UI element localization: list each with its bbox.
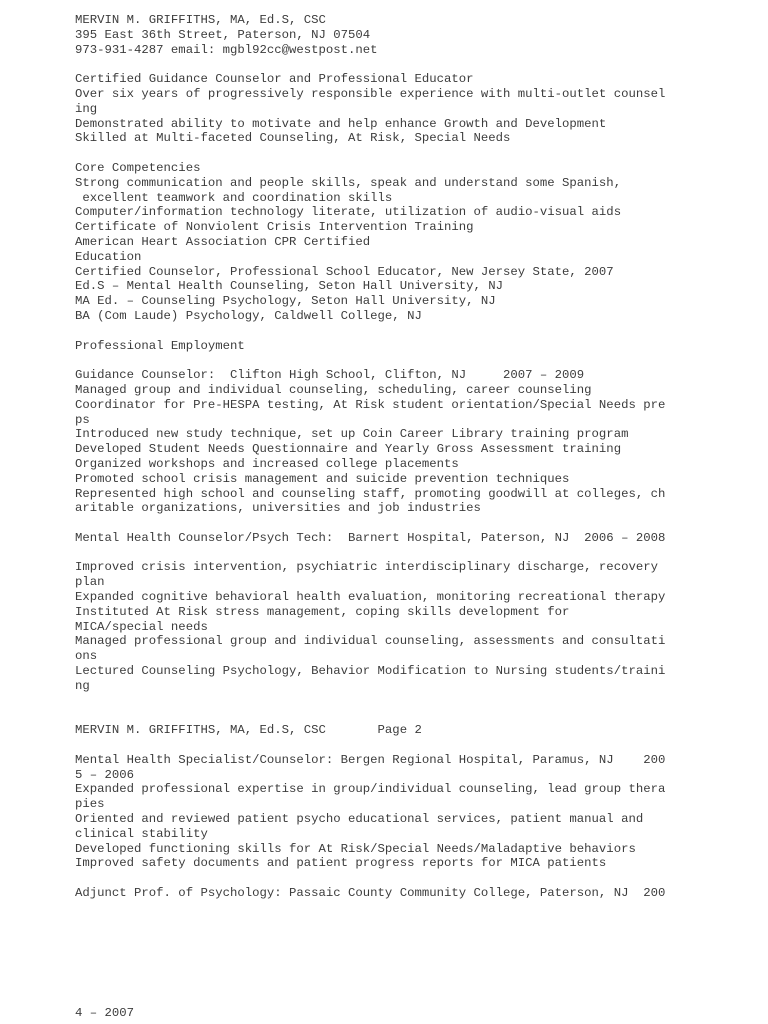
job-detail: Represented high school and counseling staff, promoting goodwill at colleges, ch <box>75 486 666 501</box>
job-detail: Improved safety documents and patient progress reports for MICA patients <box>75 856 607 871</box>
education-item: Certified Counselor, Professional School Educator, New Jersey State, 2007 <box>75 264 614 279</box>
job-detail: Managed professional group and individual counseling, assessments and consultati <box>75 634 666 649</box>
education-item: BA (Com Laude) Psychology, Caldwell College, NJ <box>75 308 422 323</box>
competencies-heading: Core Competencies <box>75 160 201 175</box>
summary-line: Demonstrated ability to motivate and help enhance Growth and Development <box>75 116 607 131</box>
job-title: Adjunct Prof. of Psychology: Passaic County Community College, Paterson, NJ 200 <box>75 886 666 901</box>
spacer <box>75 353 765 368</box>
job-detail: ons <box>75 649 98 664</box>
job-detail: plan <box>75 575 105 590</box>
job-detail: clinical stability <box>75 826 208 841</box>
education-item: MA Ed. – Counseling Psychology, Seton Hall University, NJ <box>75 294 496 309</box>
spacer <box>75 546 765 561</box>
competency-item: Computer/information technology literate, utilization of audio-visual aids <box>75 205 622 220</box>
summary-line: Certified Guidance Counselor and Professional Educator <box>75 72 474 87</box>
spacer <box>75 516 765 531</box>
job-detail: aritable organizations, universities and job industries <box>75 501 481 516</box>
job-detail: Promoted school crisis management and suicide prevention techniques <box>75 471 570 486</box>
job-detail: MICA/special needs <box>75 619 208 634</box>
education-heading: Education <box>75 249 142 264</box>
job-date-continuation: 4 – 2007 <box>75 1006 135 1020</box>
job-detail: pies <box>75 797 105 812</box>
job-detail: Improved crisis intervention, psychiatric interdisciplinary discharge, recovery <box>75 560 658 575</box>
summary-line: ing <box>75 101 98 116</box>
spacer <box>75 324 765 339</box>
competency-item: Strong communication and people skills, speak and understand some Spanish, <box>75 175 622 190</box>
summary-line: Skilled at Multi-faceted Counseling, At Risk, Special Needs <box>75 131 511 146</box>
job-detail: Lectured Counseling Psychology, Behavior Modification to Nursing students/traini <box>75 664 666 679</box>
spacer <box>75 708 765 723</box>
competency-item: American Heart Association CPR Certified <box>75 234 371 249</box>
job-detail: ng <box>75 678 90 693</box>
education-item: Ed.S – Mental Health Counseling, Seton Hall University, NJ <box>75 279 504 294</box>
employment-heading: Professional Employment <box>75 338 245 353</box>
job-detail: Developed Student Needs Questionnaire and Yearly Gross Assessment training <box>75 442 622 457</box>
resume-name: MERVIN M. GRIFFITHS, MA, Ed.S, CSC <box>75 13 326 27</box>
job-detail: Expanded professional expertise in group/individual counseling, lead group thera <box>75 782 666 797</box>
job-detail: Introduced new study technique, set up Coin Career Library training program <box>75 427 629 442</box>
resume-document <box>75 13 765 901</box>
job-detail: Coordinator for Pre-HESPA testing, At Risk student orientation/Special Needs pre <box>75 397 666 412</box>
spacer <box>75 738 765 753</box>
resume-contact: 973-931-4287 email: mgbl92cc@westpost.net <box>75 42 378 57</box>
job-detail: Organized workshops and increased college placements <box>75 456 459 471</box>
resume-address: 395 East 36th Street, Paterson, NJ 07504 <box>75 27 371 42</box>
competency-item: excellent teamwork and coordination skills <box>75 190 393 205</box>
job-title: Mental Health Counselor/Psych Tech: Barnert Hospital, Paterson, NJ 2006 – 2008 <box>75 530 666 545</box>
job-title: Mental Health Specialist/Counselor: Bergen Regional Hospital, Paramus, NJ 200 <box>75 752 666 767</box>
spacer <box>75 146 765 161</box>
job-title: 5 – 2006 <box>75 767 135 782</box>
job-detail: Managed group and individual counseling, scheduling, career counseling <box>75 382 592 397</box>
job-title: Guidance Counselor: Clifton High School, Clifton, NJ 2007 – 2009 <box>75 368 585 383</box>
job-detail: Developed functioning skills for At Risk/Special Needs/Maladaptive behaviors <box>75 841 636 856</box>
spacer <box>75 871 765 886</box>
job-detail: ps <box>75 412 90 427</box>
summary-line: Over six years of progressively responsible experience with multi-outlet counsel <box>75 86 666 101</box>
spacer <box>75 57 765 72</box>
page-2-header: MERVIN M. GRIFFITHS, MA, Ed.S, CSC Page 2 <box>75 723 422 738</box>
job-detail: Instituted At Risk stress management, coping skills development for <box>75 604 570 619</box>
competency-item: Certificate of Nonviolent Crisis Intervention Training <box>75 220 474 235</box>
job-detail: Oriented and reviewed patient psycho educational services, patient manual and <box>75 812 644 827</box>
spacer <box>75 694 765 709</box>
job-detail: Expanded cognitive behavioral health evaluation, monitoring recreational therapy <box>75 590 666 605</box>
